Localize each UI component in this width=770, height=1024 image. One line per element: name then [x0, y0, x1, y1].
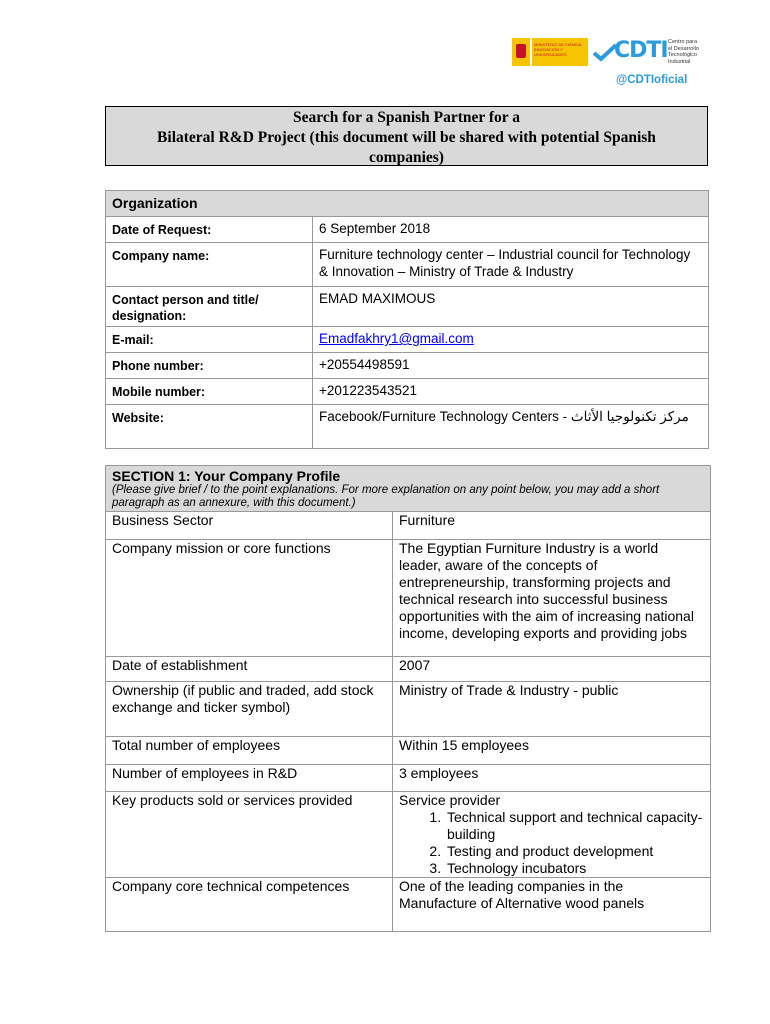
list-item: 1. Technical support and technical capacity-building — [445, 809, 704, 843]
services-list — [399, 809, 704, 877]
table-row — [106, 878, 711, 932]
organization-header-row — [106, 191, 709, 217]
table-row — [106, 765, 711, 792]
phone-value: +20554498591 — [313, 353, 709, 379]
email-link[interactable]: Emadfakhry1@gmail.com — [319, 331, 474, 346]
coat-of-arms-icon — [512, 38, 530, 66]
email-label: E-mail: — [106, 327, 313, 353]
organization-heading: Organization — [106, 191, 709, 217]
date-of-request-value: 6 September 2018 — [313, 217, 709, 243]
table-row — [106, 287, 709, 327]
table-row — [106, 792, 711, 878]
establishment-value: 2007 — [393, 657, 711, 682]
twitter-handle: @CDTIoficial — [616, 74, 688, 86]
spanish-government-logo — [512, 38, 588, 66]
contact-person-label: Contact person and title/ designation: — [106, 287, 313, 327]
cdti-subtitle: Centro para el Desarrollo Tecnológico Industrial — [668, 39, 699, 65]
table-row — [106, 217, 709, 243]
cdti-logo — [592, 36, 702, 70]
table-row — [106, 682, 711, 737]
mobile-value: +201223543521 — [313, 379, 709, 405]
establishment-label: Date of establishment — [106, 657, 393, 682]
cdti-wordmark: CDTI — [614, 38, 668, 63]
ownership-value: Ministry of Trade & Industry - public — [393, 682, 711, 737]
total-employees-label: Total number of employees — [106, 737, 393, 765]
section-title: SECTION 1: Your Company Profile — [112, 468, 341, 484]
key-products-label: Key products sold or services provided — [106, 792, 393, 878]
core-competences-label: Company core technical competences — [106, 878, 393, 932]
total-employees-value: Within 15 employees — [393, 737, 711, 765]
table-row — [106, 243, 709, 287]
rd-employees-value: 3 employees — [393, 765, 711, 792]
phone-label: Phone number: — [106, 353, 313, 379]
title-line-3: companies) — [369, 149, 444, 166]
date-of-request-label: Date of Request: — [106, 217, 313, 243]
website-value: Facebook/Furniture Technology Centers - مركز تكنولوجيا الأثاث — [313, 405, 709, 449]
core-competences-value: One of the leading companies in the Manufacture of Alternative wood panels — [393, 878, 711, 932]
business-sector-label: Business Sector — [106, 512, 393, 540]
company-profile-table — [105, 465, 711, 932]
mission-value: The Egyptian Furniture Industry is a world leader, aware of the concepts of entrepreneurship, transforming projects and technical research into successful business opportunities with the aim of increasing national income, developing exports and providing jobs — [393, 540, 711, 657]
table-row — [106, 540, 711, 657]
list-item: 2. Testing and product development — [445, 843, 704, 860]
table-row — [106, 327, 709, 353]
organization-table — [105, 190, 709, 449]
website-label: Website: — [106, 405, 313, 449]
table-row — [106, 405, 709, 449]
section-note: (Please give brief / to the point explanations. For more explanation on any point below, you may add a short paragraph as an annexure, with this document.) — [112, 484, 660, 509]
company-name-label: Company name: — [106, 243, 313, 287]
table-row — [106, 512, 711, 540]
ministry-logo-text: MINISTERIO DE CIENCIA, INNOVACIÓN Y UNIVERSIDADES — [532, 38, 588, 66]
table-row — [106, 657, 711, 682]
table-row — [106, 379, 709, 405]
ownership-label: Ownership (if public and traded, add stock exchange and ticker symbol) — [106, 682, 393, 737]
business-sector-value: Furniture — [393, 512, 711, 540]
header-logos — [512, 36, 702, 88]
key-products-value: Service provider — [399, 792, 501, 808]
title-line-2: Bilateral R&D Project (this document will be shared with potential Spanish — [157, 129, 656, 146]
list-item: 3. Technology incubators — [445, 860, 704, 877]
section-header-row — [106, 466, 711, 512]
document-title — [105, 106, 708, 166]
mission-label: Company mission or core functions — [106, 540, 393, 657]
title-line-1: Search for a Spanish Partner for a — [292, 109, 521, 126]
rd-employees-label: Number of employees in R&D — [106, 765, 393, 792]
contact-person-value: EMAD MAXIMOUS — [313, 287, 709, 327]
table-row — [106, 737, 711, 765]
mobile-label: Mobile number: — [106, 379, 313, 405]
company-name-value: Furniture technology center – Industrial council for Technology & Innovation – Ministry of Trade & Industry — [313, 243, 709, 287]
table-row — [106, 353, 709, 379]
